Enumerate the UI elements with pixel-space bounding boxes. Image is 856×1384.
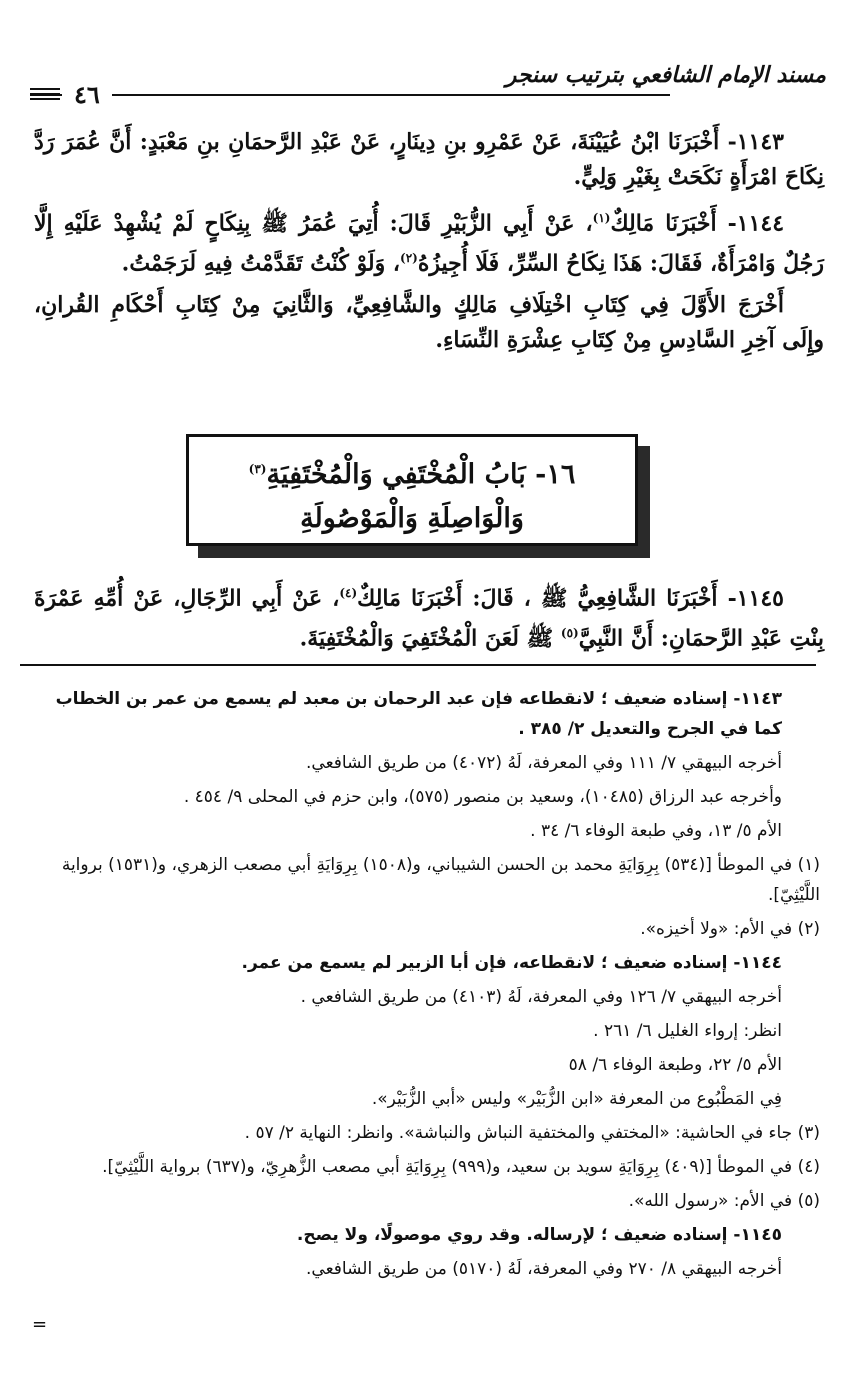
footnote-1144-source-2: انظر: إرواء الغليل ٦/ ٢٦١ . (593, 1021, 782, 1041)
hadith-1144-part-a: ١١٤٤- أَخْبَرَنَا مَالِكٌ (610, 210, 785, 237)
footnote-3: (٣) جاء في الحاشية: «المختفي والمختفية النباش والنباشة». وانظر: النهاية ٢/ ٥٧ . (244, 1123, 820, 1143)
chapter-title-line-1 (189, 447, 635, 497)
hadith-1144 (34, 201, 824, 282)
footnote-1144-source-4: فِي المَطْبُوع من المعرفة «ابن الزُّبَيْر» وليس «أبي الزُّبَيْر». (371, 1089, 782, 1109)
running-title: مسند الإمام الشافعي بترتيب سنجر (505, 62, 826, 88)
page-header (30, 60, 826, 115)
footnote-1143-source-1: أخرجه البيهقي ٧/ ١١١ وفي المعرفة، لَهُ (٤٠٧٢) من طريق الشافعي. (306, 753, 782, 773)
hadith-1145-part-c: ﷺ لَعَنَ الْمُخْتَفِيَ وَالْمُخْتَفِيَةَ. (299, 625, 561, 652)
footnote-1144-source-1: أخرجه البيهقي ٧/ ١٢٦ وفي المعرفة، لَهُ (٤١٠٣) من طريق الشافعي . (300, 987, 782, 1007)
chapter-title-line-2: وَالْوَاصِلَةِ وَالْمَوْصُولَةِ (300, 503, 524, 534)
footnote-1145-source-1: أخرجه البيهقي ٨/ ٢٧٠ وفي المعرفة، لَهُ (٥١٧٠) من طريق الشافعي. (306, 1259, 782, 1279)
footnote-4: (٤) في الموطأ [(٤٠٩) بِرِوَايَةِ سويد بن سعيد، و(٩٩٩) بِرِوَايَةِ أبي مصعب الزُّهرِيّ، و(٦٣٧) برواية اللَّيْثِيّ]. (102, 1157, 820, 1177)
hadith-1144-part-b: ، عَنْ أَبِي الزُّبَيْرِ قَالَ: أُتِيَ عُمَرُ ﷺ بِنِكَاحٍ لَمْ يُشْهِدْ عَلَيْهِ إِلَّا رَجُلٌ وَامْرَأَةٌ، فَقَالَ: هَذَا نِكَاحُ السِّرِّ، فَلَا أُجِيزُهُ (34, 210, 824, 277)
footnote-1143-grade: ١١٤٣- إسناده ضعيف ؛ لانقطاعه فإن عبد الرحمان بن معبد لم يسمع من عمر بن الخطاب كما في الجرح والتعديل ٢/ ٣٨٥ . (55, 689, 782, 739)
footnote-ref-4: (٤) (339, 586, 358, 600)
footnote-1145-grade: ١١٤٥- إسناده ضعيف ؛ لإرساله. وقد روي موصولًا، ولا يصح. (296, 1225, 782, 1245)
page-number-ornament (30, 88, 60, 103)
footnote-1144-source-3: الأم ٥/ ٢٢، وطبعة الوفاء ٦/ ٥٨ (568, 1055, 782, 1075)
hadith-1145-text (34, 576, 824, 657)
footnote-ref-3: (٣) (248, 462, 267, 476)
header-rule (30, 94, 670, 96)
footnote-5: (٥) في الأم: «رسول الله». (628, 1191, 820, 1211)
chapter-heading-box (186, 434, 638, 546)
footnote-1144-grade: ١١٤٤- إسناده ضعيف ؛ لانقطاعه، فإن أبا الزبير لم يسمع من عمر. (241, 953, 782, 973)
hadith-1144-part-c: ، وَلَوْ كُنْتُ تَقَدَّمْتُ فِيهِ لَرَجَمْتُ. (121, 250, 401, 277)
footnote-ref-5: (٥) (560, 626, 579, 641)
chapter-title-text-1: ١٦- بَابُ الْمُخْتَفِي وَالْمُخْتَفِيَةِ (266, 459, 576, 490)
hadith-1145-part-b: ، عَنْ أَبِي الرِّجَالِ، عَنْ أُمِّهِ عَمْرَةَ بِنْتِ عَبْدِ الرَّحمَانِ: أَنَّ النَّبِيَّ (34, 585, 824, 652)
footnote-divider (20, 664, 816, 666)
page-number: ٤٦ (62, 80, 112, 109)
footnote-1143-source-3: الأم ٥/ ١٣، وفي طبعة الوفاء ٦/ ٣٤ . (530, 821, 782, 841)
footnote-2: (٢) في الأم: «ولا أخيزه». (640, 919, 820, 939)
hadith-1145-part-a: ١١٤٥- أَخْبَرَنَا الشَّافِعِيُّ ﷺ ، قَالَ: أَخْبَرَنَا مَالِكٌ (357, 585, 784, 612)
footnote-1: (١) في الموطأ [(٥٣٤) بِرِوَايَةِ محمد بن الحسن الشيباني، و(١٥٠٨) بِرِوَايَةِ أبي مصعب الزهري، و(١٥٣١) برواية اللَّيْثِيّ]. (61, 855, 820, 905)
takhrij-note: أَخْرَجَ الأَوَّلَ فِي كِتَابِ اخْتِلَافِ مَالِكٍ والشَّافِعِيِّ، وَالثَّانِيَ مِنْ كِتَابِ أَحْكَامِ القُرانِ، وإِلَى آخِرِ السَّادِسِ مِنْ كِتَابِ عِشْرَةِ النِّسَاءِ. (34, 291, 824, 353)
footnotes (24, 684, 820, 1288)
footnote-1143-source-2: وأخرجه عبد الرزاق (١٠٤٨٥)، وسعيد بن منصور (٥٧٥)، وابن حزم في المحلى ٩/ ٤٥٤ . (183, 787, 782, 807)
hadith-1145 (34, 576, 824, 657)
hadith-1143: ١١٤٣- أَخْبَرَنَا ابْنُ عُيَيْنَةَ، عَنْ عَمْرِو بنِ دِينَارٍ، عَنْ عَبْدِ الرَّحمَانِ بنِ مَعْبَدٍ: أَنَّ عُمَرَ رَدَّ نِكَاحَ امْرَأَةٍ نَكَحَتْ بِغَيْرِ وَلِيٍّ. (34, 129, 824, 190)
continuation-mark: = (32, 1314, 48, 1335)
main-text (34, 125, 824, 364)
footnote-ref-2: (٢) (400, 251, 418, 266)
footnote-ref-1: (١) (592, 211, 611, 225)
